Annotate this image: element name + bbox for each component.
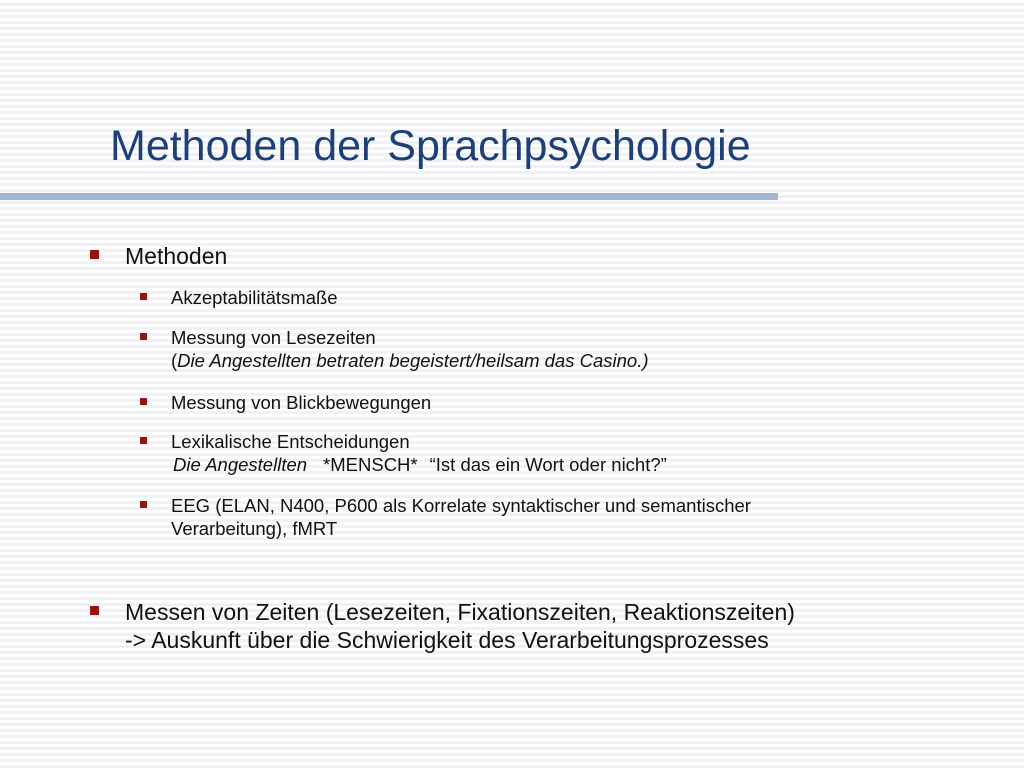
subbullet-akzeptabilitaet	[171, 286, 338, 309]
bullet-zeiten-line1: Messen von Zeiten (Lesezeiten, Fixationszeiten, Reaktionszeiten)	[125, 599, 795, 625]
lexikalisch-example: Die Angestellten	[173, 454, 308, 475]
subbullet-lesezeiten-label: Messung von Lesezeiten	[171, 327, 376, 348]
lexikalisch-probe: *MENSCH*	[323, 454, 418, 475]
square-bullet-icon	[140, 398, 147, 405]
subbullet-eeg-line1: EEG (ELAN, N400, P600 als Korrelate syntaktischer und semantischer	[171, 495, 751, 516]
subbullet-blickbewegungen	[171, 391, 431, 414]
subbullet-akzeptabilitaet-label: Akzeptabilitätsmaße	[171, 287, 338, 308]
lexikalisch-question: “Ist das ein Wort oder nicht?”	[429, 454, 667, 475]
title-underline	[0, 193, 778, 200]
subbullet-eeg-line2: Verarbeitung), fMRT	[171, 518, 338, 539]
subbullet-blickbewegungen-label: Messung von Blickbewegungen	[171, 392, 432, 413]
bullet-zeiten-line2: -> Auskunft über die Schwierigkeit des Verarbeitungsprozesses	[125, 627, 769, 653]
lesezeiten-example: Die Angestellten betraten begeistert/heilsam das Casino.	[177, 350, 643, 371]
lesezeiten-example-line	[171, 349, 649, 372]
square-bullet-icon	[140, 293, 147, 300]
square-bullet-icon	[140, 333, 147, 340]
square-bullet-icon	[140, 437, 147, 444]
bullet-methoden-label: Methoden	[125, 243, 228, 269]
paren-close: )	[642, 350, 649, 371]
bullet-zeiten	[125, 598, 795, 654]
paren-open: (	[171, 350, 178, 371]
square-bullet-icon	[90, 606, 99, 615]
slide-title: Methoden der Sprachpsychologie	[110, 122, 751, 170]
subbullet-eeg	[171, 494, 751, 540]
square-bullet-icon	[140, 501, 147, 508]
subbullet-lexikalisch	[171, 430, 667, 476]
lexikalisch-example-line	[171, 453, 667, 476]
subbullet-lexikalisch-label: Lexikalische Entscheidungen	[171, 431, 410, 452]
subbullet-lesezeiten	[171, 326, 649, 372]
bullet-methoden	[125, 242, 227, 270]
square-bullet-icon	[90, 250, 99, 259]
